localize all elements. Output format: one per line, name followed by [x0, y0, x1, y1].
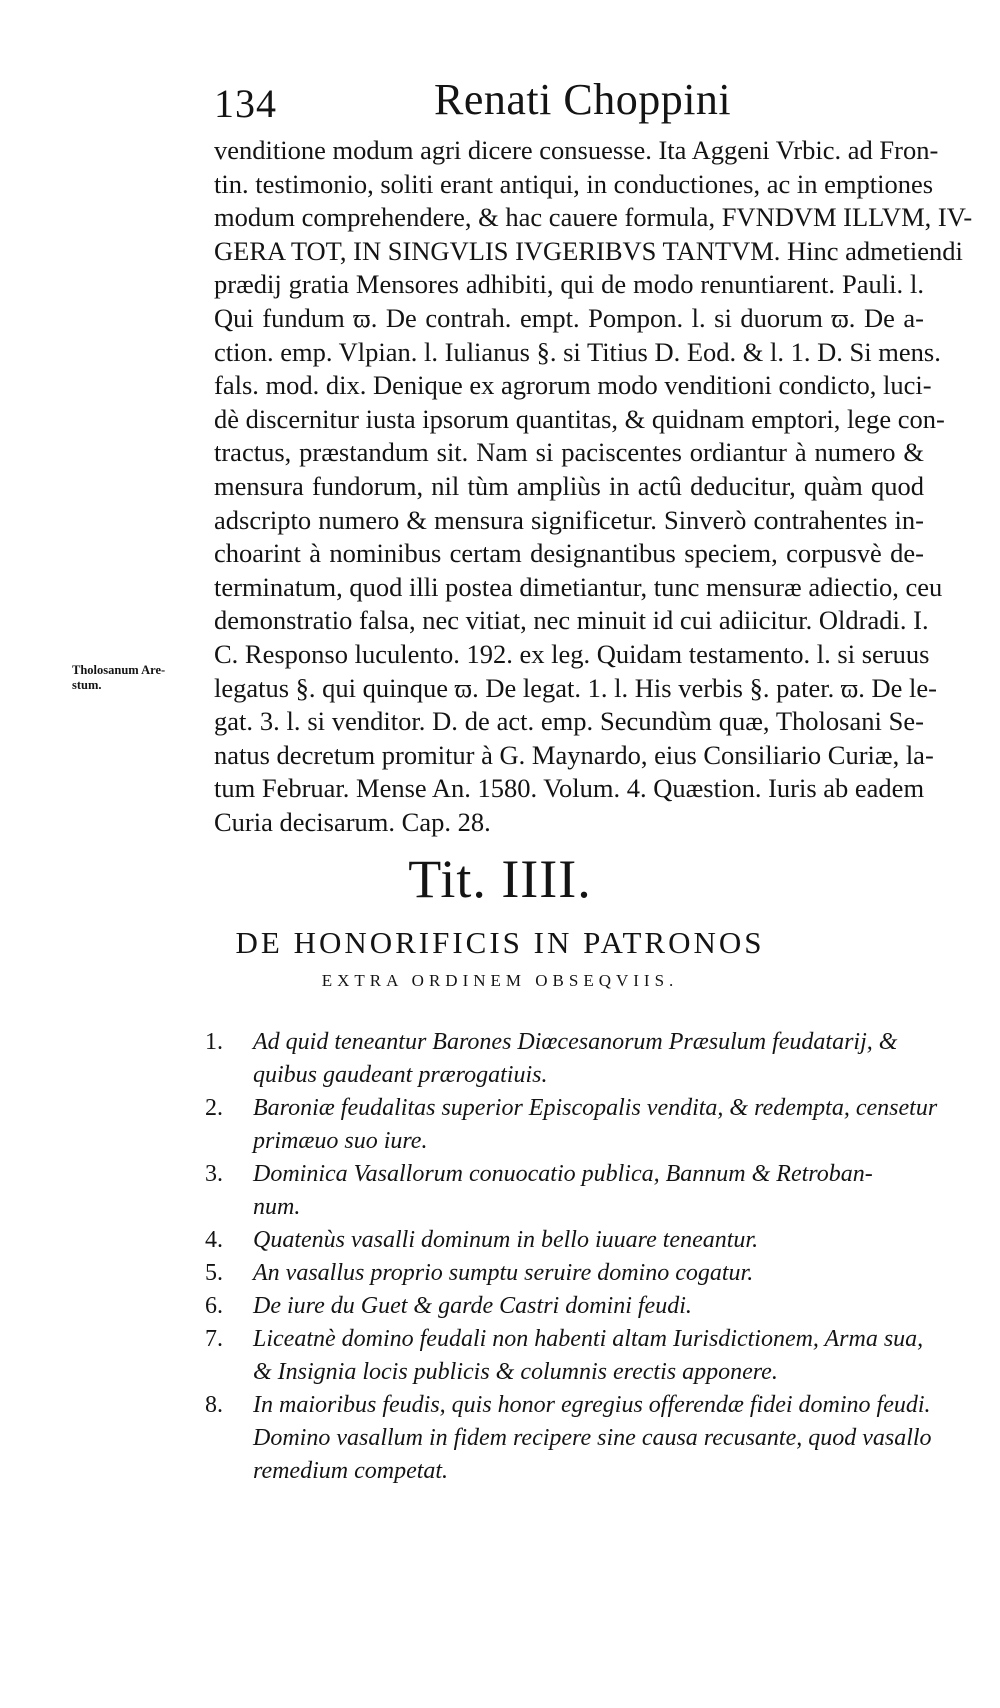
running-title: Renati Choppini: [434, 75, 732, 124]
item-text: quibus gaudeant prærogatiuis.: [253, 1062, 548, 1088]
list-item: [205, 1323, 925, 1389]
body-line: ction. emp. Vlpian. l. Iulianus §. si Titius D. Eod. & l. 1. D. Si mens.: [214, 336, 941, 367]
item-text: remedium competat.: [253, 1458, 449, 1484]
item-text: primæuo suo iure.: [253, 1128, 428, 1154]
item-number: 8.: [205, 1392, 223, 1418]
item-text: num.: [253, 1194, 301, 1220]
item-text: An vasallus proprio sumptu seruire domino cogatur.: [253, 1260, 754, 1286]
body-line: fals. mod. dix. Denique ex agrorum modo venditioni condicto, luci-: [214, 370, 932, 401]
item-text: Domino vasallum in fidem recipere sine causa recusante, quod vasallo: [253, 1425, 932, 1451]
body-line: demonstratio falsa, nec vitiat, nec minuit id cui adiicitur. Oldradi. I.: [214, 605, 929, 636]
item-text: Ad quid teneantur Barones Diœcesanorum Præsulum feudatarij, &: [253, 1029, 898, 1055]
body-line: prædij gratia Mensores adhibiti, qui de modo renuntiarent. Pauli. l.: [214, 269, 924, 300]
list-item: [205, 1257, 925, 1290]
margin-note-line: stum.: [72, 678, 102, 692]
item-text: In maioribus feudis, quis honor egregius offerendæ fidei domino feudi.: [253, 1392, 931, 1418]
body-line: Curia decisarum. Cap. 28.: [214, 806, 491, 837]
list-item: [205, 1158, 925, 1224]
body-line: choarint à nominibus certam designantibus speciem, corpusvè de-: [214, 538, 924, 569]
body-line: tum Februar. Mense An. 1580. Volum. 4. Quæstion. Iuris ab eadem: [214, 773, 925, 804]
item-text: Quatenùs vasalli dominum in bello iuuare teneantur.: [253, 1227, 759, 1253]
body-line: legatus §. qui quinque ϖ. De legat. 1. l. His verbis §. pater. ϖ. De le-: [214, 672, 937, 703]
body-line: tractus, præstandum sit. Nam si paciscentes ordiantur à numero &: [214, 437, 924, 468]
running-head: [214, 74, 914, 134]
chapter-subtitle-second-line: EXTRA ORDINEM OBSEQVIIS.: [321, 971, 679, 990]
body-line: adscripto numero & mensura significetur. Sinverò contrahentes in-: [214, 504, 924, 535]
page-number: 134: [214, 81, 277, 126]
item-number: 1.: [205, 1029, 223, 1055]
chapter-title: Tit. IIII.: [408, 849, 592, 909]
list-item: [205, 1389, 932, 1488]
item-text: De iure du Guet & garde Castri domini feudi.: [253, 1293, 692, 1319]
body-line: natus decretum promitur à G. Maynardo, eius Consiliario Curiæ, la-: [214, 739, 934, 770]
list-item: [205, 1026, 925, 1092]
list-item: [205, 1290, 925, 1323]
item-number: 3.: [205, 1161, 223, 1187]
item-text: Liceatnè domino feudali non habenti altam Iurisdictionem, Arma sua,: [253, 1326, 924, 1352]
item-number: 2.: [205, 1095, 223, 1121]
item-number: 5.: [205, 1260, 223, 1286]
body-line: venditione modum agri dicere consuesse. Ita Aggeni Vrbic. ad Fron-: [214, 135, 939, 165]
body-line: dè discernitur iusta ipsorum quantitas, & quidnam emptori, lege con-: [214, 403, 945, 434]
body-paragraph: [214, 134, 973, 839]
body-line: C. Responso luculento. 192. ex leg. Quidam testamento. l. si seruus: [214, 638, 930, 669]
body-line: terminatum, quod illi postea dimetiantur, tunc mensuræ adiectio, ceu: [214, 571, 943, 602]
item-text: Dominica Vasallorum conuocatio publica, Bannum & Retroban-: [253, 1161, 873, 1187]
body-line: tin. testimonio, soliti erant antiqui, in conductiones, ac in emptiones: [214, 168, 934, 199]
item-text: & Insignia locis publicis & columnis erectis apponere.: [253, 1359, 778, 1385]
list-item: [205, 1224, 925, 1257]
item-number: 4.: [205, 1227, 223, 1253]
body-line: mensura fundorum, nil tùm ampliùs in actû deducitur, quàm quod: [214, 470, 924, 501]
body-line: gat. 3. l. si venditor. D. de act. emp. Secundùm quæ, Tholosani Se-: [214, 706, 924, 737]
chapter-subtitle: DE HONORIFICIS IN PATRONOS: [235, 925, 765, 960]
body-line: modum comprehendere, & hac cauere formula, FVNDVM ILLVM, IV-: [214, 202, 973, 233]
item-number: 6.: [205, 1293, 223, 1319]
summary-list: [205, 1026, 938, 1488]
list-item: [205, 1092, 938, 1158]
body-line: Qui fundum ϖ. De contrah. empt. Pompon. l. si duorum ϖ. De a-: [214, 302, 924, 333]
item-number: 7.: [205, 1326, 223, 1352]
item-text: Baroniæ feudalitas superior Episcopalis vendita, & redempta, censetur: [253, 1095, 938, 1121]
body-line: GERA TOT, IN SINGVLIS IVGERIBVS TANTVM. Hinc admetiendi: [214, 235, 963, 266]
margin-note: [72, 663, 202, 693]
margin-note-line: Tholosanum Are-: [72, 663, 166, 677]
